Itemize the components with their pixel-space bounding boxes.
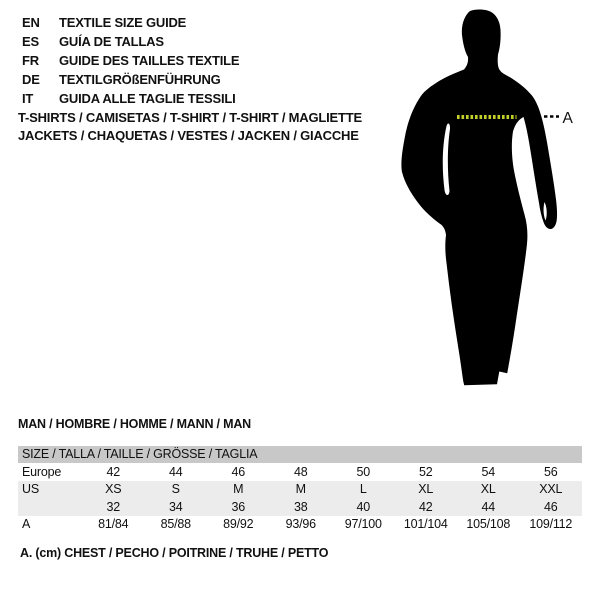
language-row-es — [22, 32, 239, 51]
size-cell: 50 — [356, 464, 370, 479]
size-cell: M — [295, 482, 306, 497]
man-silhouette-body — [401, 9, 557, 385]
row-label: Europe — [22, 464, 62, 479]
language-row-de — [22, 70, 239, 89]
section-title-man: MAN / HOMBRE / HOMME / MANN / MAN — [18, 417, 251, 431]
garment-categories — [18, 109, 362, 145]
size-cell: 40 — [356, 499, 370, 514]
size-cell: 48 — [293, 464, 308, 479]
man-silhouette-svg — [390, 0, 575, 400]
table-row-us — [18, 481, 582, 499]
size-cell: 44 — [481, 499, 495, 514]
size-cell: 89/92 — [223, 517, 254, 532]
size-cell: 56 — [543, 464, 558, 479]
size-cell: XL — [418, 482, 434, 497]
language-code: ES — [22, 34, 39, 49]
size-cell: XXL — [539, 482, 563, 497]
size-cell: 46 — [231, 464, 245, 479]
language-row-it — [22, 89, 239, 108]
language-code: DE — [22, 72, 40, 87]
language-list — [22, 13, 239, 108]
size-cell: 44 — [168, 464, 183, 479]
language-title: TEXTILE SIZE GUIDE — [59, 15, 187, 30]
category-jackets: JACKETS / CHAQUETAS / VESTES / JACKEN / GIACCHE — [18, 128, 359, 143]
language-title: GUIDA ALLE TAGLIE TESSILI — [59, 91, 236, 106]
table-row-europe — [18, 463, 582, 481]
size-cell: 52 — [418, 464, 433, 479]
size-cell: 85/88 — [160, 517, 191, 532]
row-label: US — [22, 482, 39, 497]
language-code: EN — [22, 15, 40, 30]
size-cell: 32 — [106, 499, 120, 514]
size-cell: 101/104 — [403, 517, 448, 532]
size-cell: 46 — [543, 499, 558, 514]
size-table-header: SIZE / TALLA / TAILLE / GRÖSSE / TAGLIA — [18, 446, 582, 463]
measurement-footnote: A. (cm) CHEST / PECHO / POITRINE / TRUHE / PETTO — [20, 546, 329, 560]
table-row-us-numeric — [18, 498, 582, 516]
row-label: A — [22, 517, 31, 532]
size-cell: 36 — [231, 499, 245, 514]
size-cell: 42 — [418, 499, 433, 514]
size-cell: 54 — [481, 464, 495, 479]
language-code: FR — [22, 53, 39, 68]
size-cell: 42 — [106, 464, 120, 479]
category-tshirts: T-SHIRTS / CAMISETAS / T-SHIRT / T-SHIRT / MAGLIETTE — [18, 110, 362, 125]
size-cell: S — [171, 482, 180, 497]
table-row-chest-cm — [18, 516, 582, 534]
size-cell: XS — [105, 482, 122, 497]
language-code: IT — [22, 91, 34, 106]
man-silhouette-figure — [390, 0, 575, 400]
language-title: GUÍA DE TALLAS — [59, 34, 164, 49]
size-cell: 38 — [293, 499, 308, 514]
size-cell: 93/96 — [285, 517, 316, 532]
measurement-label-a: A — [562, 110, 573, 127]
language-row-en — [22, 13, 239, 32]
language-row-fr — [22, 51, 239, 70]
size-cell: L — [359, 482, 367, 497]
size-cell: 105/108 — [466, 517, 511, 532]
size-table — [18, 446, 582, 533]
language-title: TEXTILGRÖßENFÜHRUNG — [59, 72, 221, 87]
size-cell: 97/100 — [344, 517, 382, 532]
size-cell: M — [233, 482, 244, 497]
language-title: GUIDE DES TAILLES TEXTILE — [59, 53, 240, 68]
size-cell: 81/84 — [98, 517, 129, 532]
size-cell: 109/112 — [529, 517, 573, 532]
size-cell: 34 — [168, 499, 183, 514]
size-cell: XL — [480, 482, 496, 497]
